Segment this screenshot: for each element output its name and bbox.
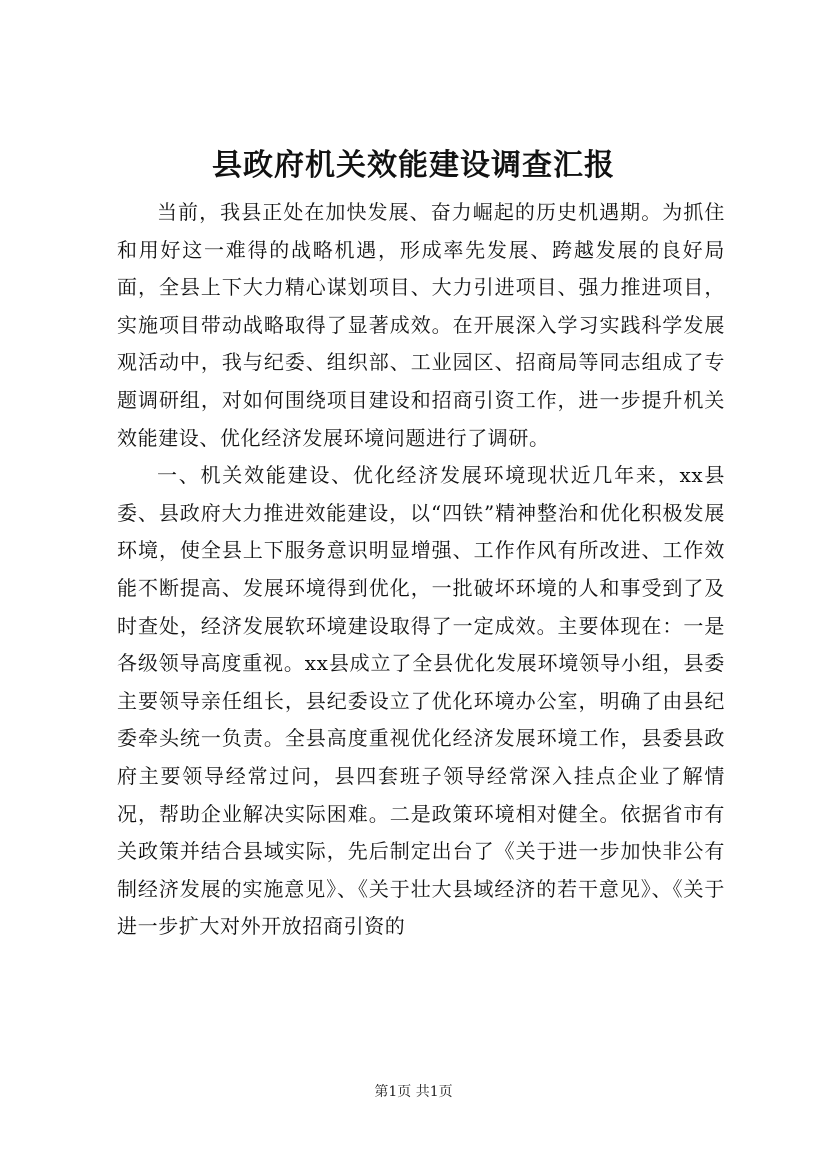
page-number-footer: 第1页 共1页 <box>374 1084 453 1100</box>
document-title: 县政府机关效能建设调查汇报 <box>212 148 615 183</box>
document-body <box>117 194 725 946</box>
paragraph-intro: 当前，我县正处在加快发展、奋力崛起的历史机遇期。为抓住和用好这一难得的战略机遇，形成率先发展、跨越发展的良好局面，全县上下大力精心谋划项目、大力引进项目、强力推进项目，实施项目带动战略取得了显著成效。在开展深入学习实践科学发展观活动中，我与纪委、组织部、工业园区、招商局等同志组成了专题调研组，对如何围绕项目建设和招商引资工作，进一步提升机关效能建设、优化经济发展环境问题进行了调研。 <box>117 200 725 450</box>
paragraph-section-one: 一、机关效能建设、优化经济发展环境现状近几年来，xx县委、县政府大力推进效能建设，以“四铁”精神整治和优化积极发展环境，使全县上下服务意识明显增强、工作作风有所改进、工作效能不断提高、发展环境得到优化，一批破坏环境的人和事受到了及时查处，经济发展软环境建设取得了一定成效。主要体现在：一是各级领导高度重视。xx县成立了全县优化发展环境领导小组，县委主要领导亲任组长，县纪委设立了优化环境办公室，明确了由县纪委牵头统一负责。全县高度重视优化经济发展环境工作，县委县政府主要领导经常过问，县四套班子领导经常深入挂点企业了解情况，帮助企业解决实际困难。二是政策环境相对健全。依据省市有关政策并结合县域实际，先后制定出台了《关于进一步加快非公有制经济发展的实施意见》、《关于壮大县域经济的若干意见》、《关于进一步扩大对外开放招商引资的 <box>117 463 725 939</box>
